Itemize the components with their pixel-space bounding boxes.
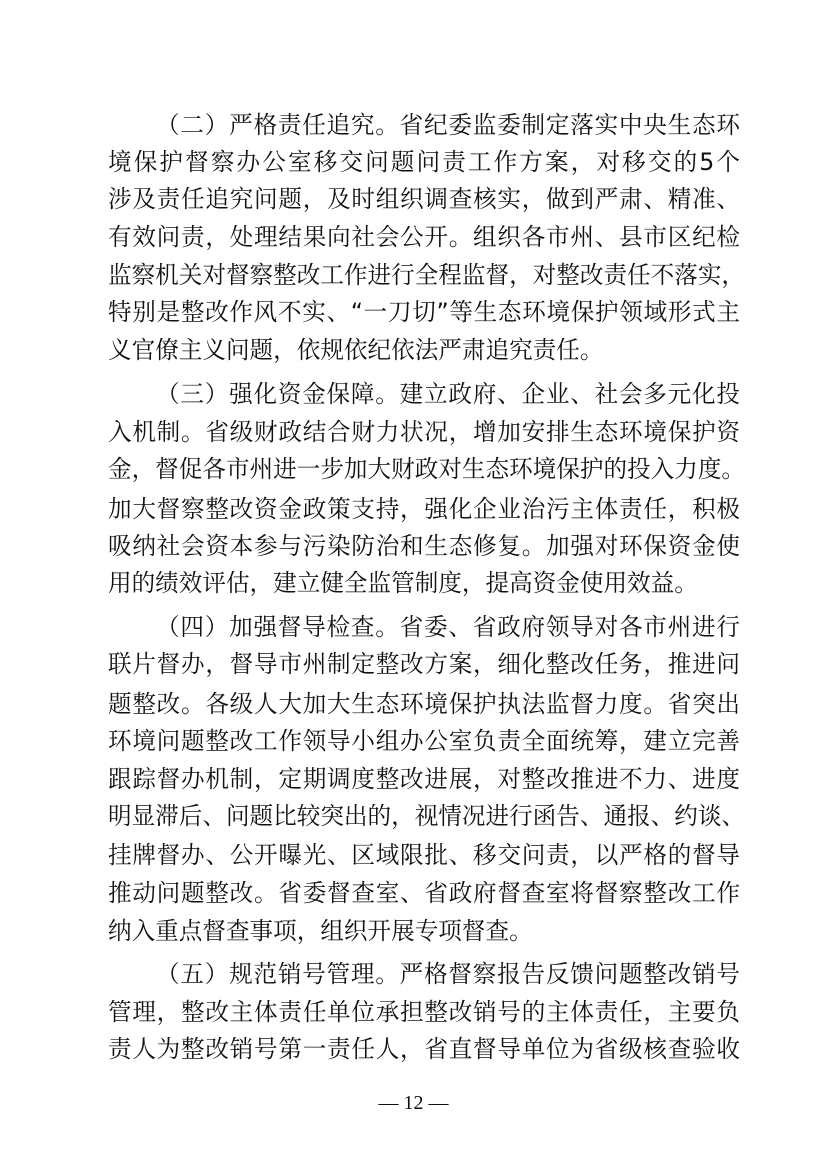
text-line: 金，督促各市州进一步加大财政对生态环境保护的投入力度。 <box>108 455 746 483</box>
text-line: 特别是整改作风不实、“一刀切”等生态环境保护领域形式主 <box>108 298 740 326</box>
text-line: 有效问责，处理结果向社会公开。组织各市州、县市区纪检 <box>108 223 740 251</box>
text-line: 境保护督察办公室移交问题问责工作方案，对移交的5个 <box>108 148 740 176</box>
page-number: — 12 — <box>378 1092 449 1114</box>
text-line: 管理，整改主体责任单位承担整改销号的主体责任，主要负 <box>108 998 740 1026</box>
text-line: （四）加强督导检查。省委、省政府领导对各市州进行 <box>156 613 740 641</box>
text-line: 明显滞后、问题比较突出的，视情况进行函告、通报、约谈、 <box>108 802 746 830</box>
text-line: （三）强化资金保障。建立政府、企业、社会多元化投 <box>156 380 740 408</box>
text-line: 联片督办，督导市州制定整改方案，细化整改任务，推进问 <box>108 650 740 678</box>
text-line: 涉及责任追究问题，及时组织调查核实，做到严肃、精准、 <box>108 185 740 213</box>
text-line: 加大督察整改资金政策支持，强化企业治污主体责任，积极 <box>108 495 740 523</box>
text-line: （五）规范销号管理。严格督察报告反馈问题整改销号 <box>156 960 740 988</box>
text-line: 责人为整改销号第一责任人，省直督导单位为省级核查验收 <box>108 1035 740 1063</box>
text-line: 吸纳社会资本参与污染防治和生态修复。加强对环保资金使 <box>108 532 740 560</box>
text-line: 推动问题整改。省委督查室、省政府督查室将督察整改工作 <box>108 879 740 907</box>
text-line: 用的绩效评估，建立健全监管制度，提高资金使用效益。 <box>108 569 698 597</box>
text-line: 题整改。各级人大加大生态环境保护执法监督力度。省突出 <box>108 690 740 718</box>
text-line: 环境问题整改工作领导小组办公室负责全面统筹，建立完善 <box>108 727 740 755</box>
text-line: 监察机关对督察整改工作进行全程监督，对整改责任不落实， <box>108 261 746 289</box>
text-line: 挂牌督办、公开曝光、区域限批、移交问责，以严格的督导 <box>108 841 740 869</box>
text-line: 跟踪督办机制，定期调度整改进展，对整改推进不力、进度 <box>108 765 740 793</box>
text-line: 纳入重点督查事项，组织开展专项督查。 <box>108 917 533 945</box>
text-line: 入机制。省级财政结合财力状况，增加安排生态环境保护资 <box>108 418 740 446</box>
text-line: 义官僚主义问题，依规依纪依法严肃追究责任。 <box>108 336 604 364</box>
text-line: （二）严格责任追究。省纪委监委制定落实中央生态环 <box>156 111 740 139</box>
